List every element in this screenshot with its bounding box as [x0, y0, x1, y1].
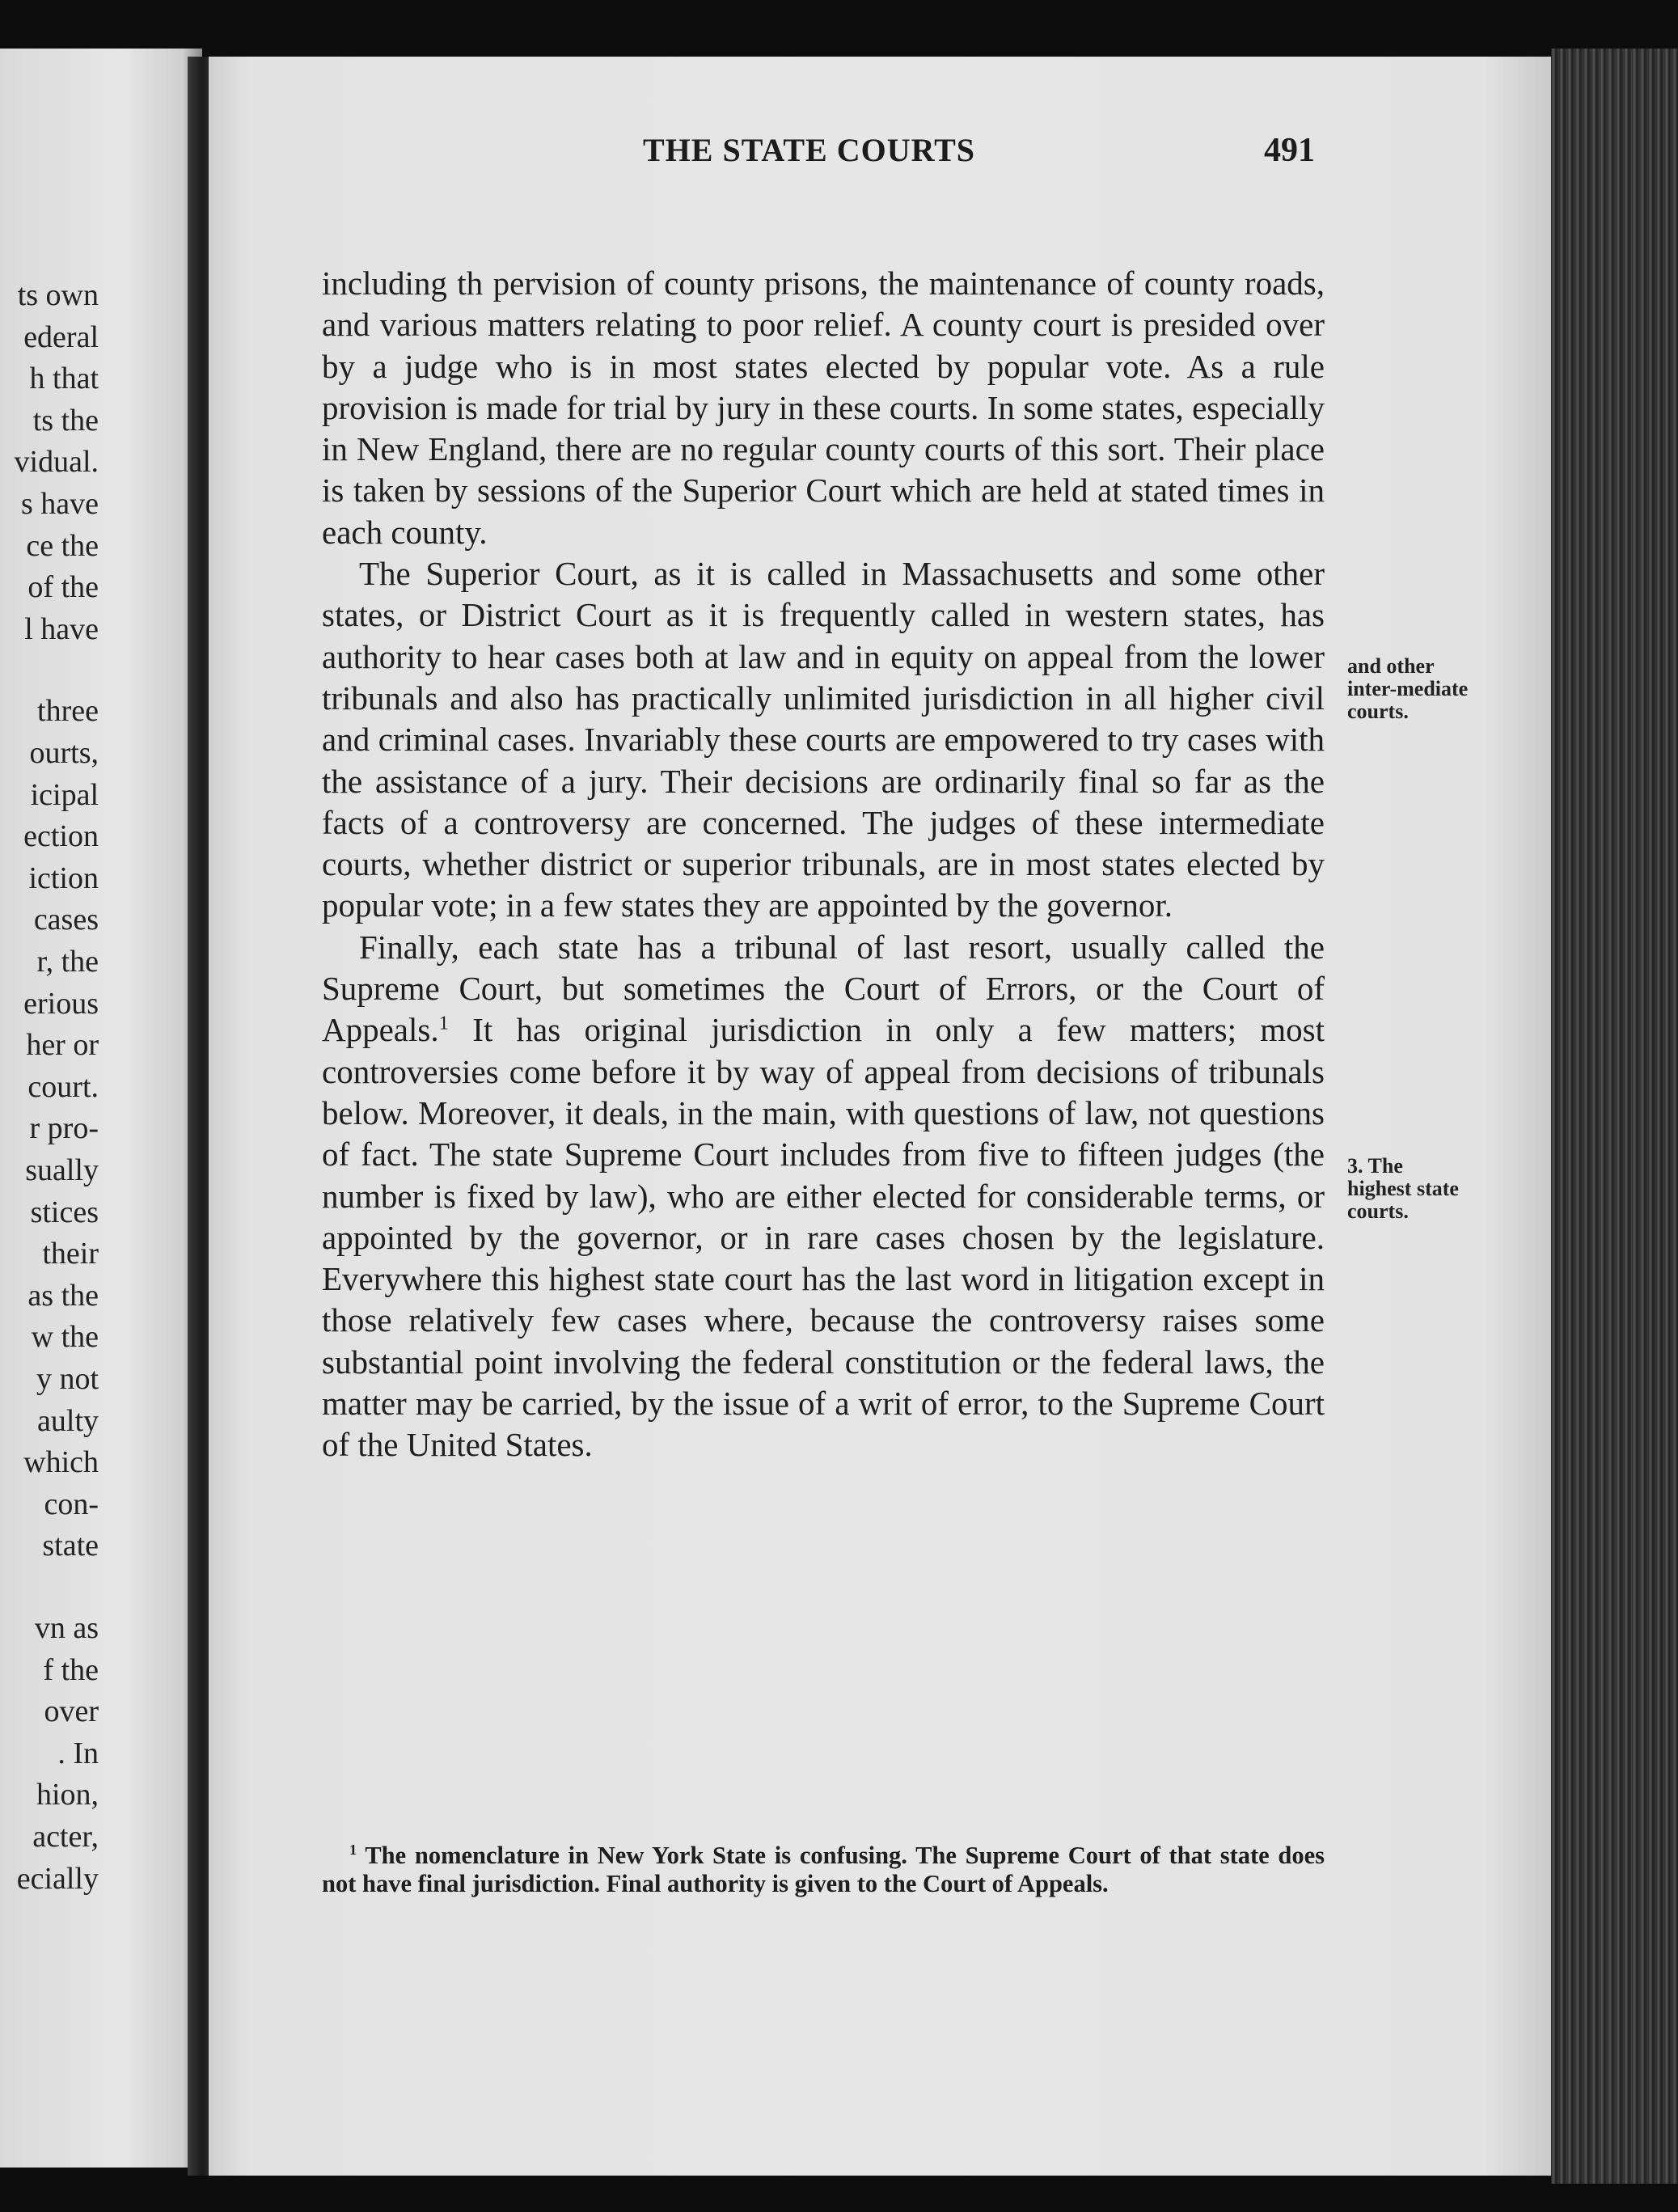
left-page-line: ts own	[17, 278, 99, 312]
paragraph-1: including th pervision of county prisons, the maintenance of county roads, and various matters relating to poor relief. A county court is presided over by a judge who is in most states elected by popular vote. As a rule provision is made for trial by jury in these courts. In some states, especially in New England, there are no regular county courts of this sort. Their place is taken by sessions of the Superior Court which are held at stated times in each county.	[322, 264, 1325, 551]
left-page-line: acter,	[32, 1820, 99, 1854]
paragraph-3-text: Finally, each state has a tribunal of last resort, usually called the Supreme Court, but sometimes the Court of Errors, or the Court of Appeals.	[322, 928, 1325, 1049]
left-page-line: ederal	[23, 319, 99, 354]
left-page-line: icipal	[30, 777, 99, 812]
left-page-line: r, the	[36, 945, 99, 979]
left-page-line: aulty	[37, 1403, 99, 1438]
left-page-line: iction	[28, 861, 99, 895]
paragraph-3-continued: It has original jurisdiction in only a few matters; most controversies come before it by way of appeal from decisions of tribunals below. Moreover, it deals, in the main, with questions of law, not questions of fact. The state Supreme Court includes from five to fifteen judges (the number is fixed by law), who are either elected for considerable terms, or appointed by the governor, or in rare cases chosen by the legislature. Everywhere this highest state court has the last word in litigation except in those relatively few cases where, because the controversy raises some substantial point involving the federal constitution or the federal laws, the matter may be carried, by the issue of a writ of error, to the Supreme Court of the United States.	[322, 1011, 1325, 1464]
left-page-line: vn as	[34, 1611, 99, 1645]
left-page-line: state	[42, 1529, 99, 1563]
footnote	[322, 1842, 1325, 1898]
running-head: THE STATE COURTS	[643, 132, 975, 168]
left-page-line: f the	[43, 1652, 99, 1687]
page-number: 491	[1264, 132, 1315, 169]
left-page-line: h that	[29, 362, 99, 396]
left-page-line: vidual.	[14, 445, 99, 480]
left-page-line: sually	[25, 1153, 99, 1187]
page-header	[0, 131, 1678, 196]
page-edges	[1551, 49, 1678, 2184]
left-page-line: con-	[44, 1487, 99, 1521]
left-page-line: court.	[27, 1069, 99, 1104]
left-page-line: ts the	[32, 403, 99, 438]
left-page-line: which	[23, 1445, 99, 1480]
left-page-line: stices	[30, 1195, 99, 1229]
footnote-reference: 1	[438, 1012, 449, 1034]
left-page-line: three	[37, 694, 99, 729]
left-page-line: of the	[27, 570, 99, 605]
left-page-line: l have	[24, 611, 99, 646]
paragraph-2: The Superior Court, as it is called in Massachusetts and some other states, or District Court as it is frequently called in western states, has authority to hear cases both at law and in equity on appeal from the lower tribunals and also has practically unlimited jurisdiction in all higher civil and criminal cases. Invariably these courts are empowered to try cases with the assistance of a jury. Their decisions are ordinarily final so far as the facts of a controversy are concerned. The judges of these intermediate courts, whether district or superior tribunals, are in most states elected by popular vote; in a few states they are appointed by the governor.	[322, 555, 1325, 924]
paragraph-3	[322, 927, 1325, 1466]
left-page-line: hion,	[36, 1778, 99, 1812]
left-page-line: over	[44, 1694, 99, 1729]
main-text	[322, 263, 1325, 1466]
margin-note-intermediate-courts: and other inter-mediate courts.	[1347, 654, 1469, 723]
left-page-line: ourts,	[29, 736, 99, 770]
margin-note-highest-courts: 3. The highest state courts.	[1347, 1154, 1459, 1223]
left-page-line: their	[42, 1237, 99, 1271]
left-page-line: w the	[31, 1320, 99, 1355]
footnote-text: The nomenclature in New York State is confusing. The Supreme Court of that state does not have final jurisdiction. Final authority is given to the Court of Appeals.	[322, 1842, 1325, 1897]
left-page-line: ecially	[16, 1861, 99, 1896]
left-page-line: as the	[27, 1278, 99, 1313]
footnote-marker: 1	[349, 1841, 357, 1858]
left-page-line: cases	[33, 903, 99, 937]
left-page-line: . In	[57, 1736, 99, 1770]
left-page-line: her or	[26, 1028, 99, 1063]
left-page-line: r pro-	[29, 1111, 99, 1146]
left-page-line: s have	[20, 487, 99, 521]
left-page-line: y not	[36, 1362, 99, 1396]
left-facing-page	[0, 49, 202, 2168]
left-page-line: erious	[23, 986, 99, 1021]
left-page-line: ection	[23, 819, 99, 854]
left-page-line: ce the	[26, 528, 99, 563]
